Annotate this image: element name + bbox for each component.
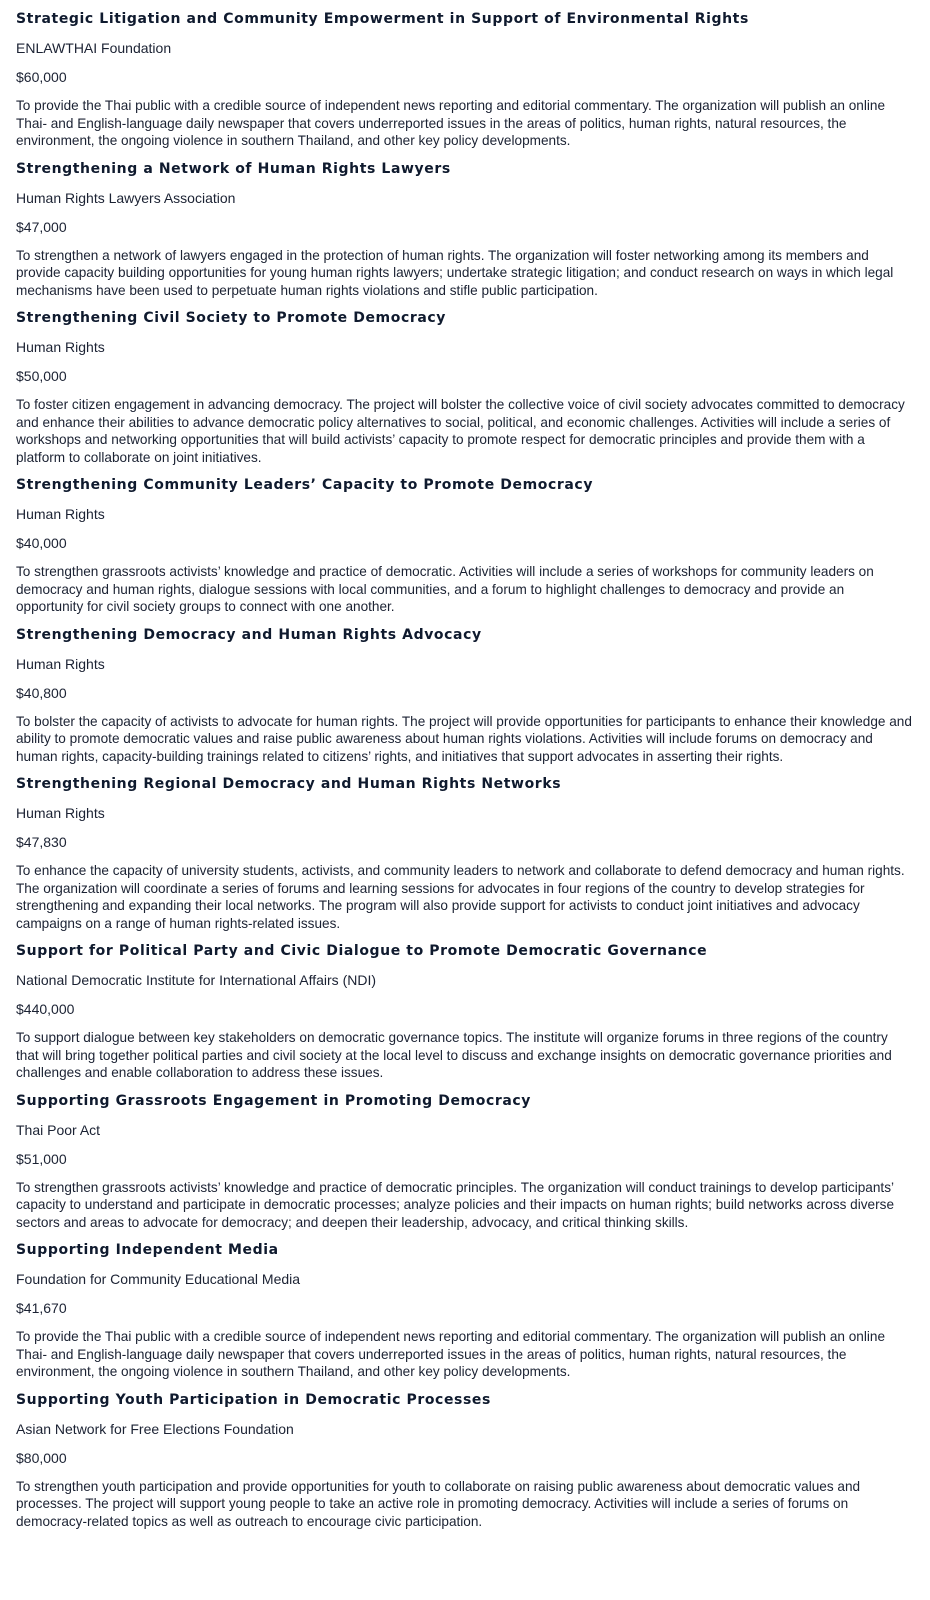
grant-title: Strengthening Civil Society to Promote Democracy	[16, 310, 447, 326]
grant-organization: Human Rights Lawyers Association	[16, 189, 236, 206]
grant-amount: $440,000	[16, 1001, 75, 1017]
grant-description: To provide the Thai public with a credible source of independent news reporting and editorial commentary. The organization will publish an online Thai- and English-language daily newspaper that covers underreported issues in the areas of politics, human rights, natural resources, the environment, the ongoing violence in southern Thailand, and other key policy developments.	[16, 1329, 886, 1379]
grant-entry	[16, 475, 914, 616]
grant-description: To strengthen a network of lawyers engaged in the protection of human rights. The organization will foster networking among its members and provide capacity building opportunities for young human rights lawyers; undertake strategic litigation; and conduct research on ways in which legal mechanisms have been used to perpetuate human rights violations and stifle public participation.	[16, 247, 894, 298]
grant-title: Supporting Independent Media	[16, 1242, 279, 1258]
grant-description: To bolster the capacity of activists to advocate for human rights. The project will provide opportunities for participants to enhance their knowledge and ability to promote democratic values and raise public awareness about human rights violations. Activities will include forums on democracy and human rights, capacity-building trainings related to citizens’ rights, and initiatives that support advocates in asserting their rights.	[16, 713, 912, 764]
grant-description: To strengthen grassroots activists’ knowledge and practice of democratic principles. The organization will conduct trainings to develop participants’ capacity to understand and participate in democratic processes; analyze policies and their impacts on human rights; build networks across diverse sectors and areas to advocate for democracy; and deepen their leadership, advocacy, and critical thinking skills.	[16, 1179, 895, 1230]
grant-entry	[16, 774, 914, 932]
grant-amount: $80,000	[16, 1449, 67, 1466]
grant-description: To strengthen grassroots activists’ knowledge and practice of democratic. Activities will include a series of workshops for community leaders on democracy and human rights, dialogue sessions with local communities, and a forum to highlight challenges to democracy and provide an opportunity for civil society groups to connect with one another.	[16, 564, 874, 614]
grant-title: Strengthening a Network of Human Rights Lawyers	[16, 160, 451, 177]
grant-description: To enhance the capacity of university students, activists, and community leaders to network and collaborate to defend democracy and human rights. The organization will coordinate a series of forums and learning sessions for advocates in four regions of the country to develop strategies for strengthening and expanding their local networks. The program will also provide support for activists to conduct joint initiatives and advocacy campaigns on a range of human rights-related issues.	[16, 863, 905, 931]
grant-organization: Human Rights	[16, 506, 105, 522]
grant-organization: Human Rights	[16, 339, 105, 355]
grant-title: Strengthening Community Leaders’ Capacity to Promote Democracy	[16, 477, 594, 493]
grant-title: Strategic Litigation and Community Empowerment in Support of Environmental Rights	[16, 11, 749, 27]
grant-entry	[16, 159, 914, 300]
grant-title: Supporting Youth Participation in Democratic Processes	[16, 1391, 491, 1408]
grant-organization: Asian Network for Free Elections Foundation	[16, 1420, 294, 1437]
grant-description: To foster citizen engagement in advancing democracy. The project will bolster the collective voice of civil society advocates committed to democracy and enhance their abilities to advance democratic policy alternatives to social, political, and economic challenges. Activities will include a series of workshops and networking opportunities that will build activists’ capacity to promote respect for democratic principles and provide them with a platform to collaborate on joint initiatives.	[16, 397, 905, 465]
grant-title: Supporting Grassroots Engagement in Promoting Democracy	[16, 1092, 532, 1109]
grant-entry	[16, 1240, 914, 1381]
grant-entry	[16, 9, 914, 150]
grant-entry	[16, 625, 914, 766]
grant-organization: Foundation for Community Educational Media	[16, 1271, 301, 1287]
grant-amount: $47,830	[16, 834, 67, 850]
grant-entry	[16, 941, 914, 1082]
grant-amount: $51,000	[16, 1150, 67, 1167]
grant-amount: $47,000	[16, 218, 67, 235]
grant-description: To provide the Thai public with a credible source of independent news reporting and editorial commentary. The organization will publish an online Thai- and English-language daily newspaper that covers underreported issues in the areas of politics, human rights, natural resources, the environment, the ongoing violence in southern Thailand, and other key policy developments.	[16, 98, 886, 148]
grant-organization: Human Rights	[16, 655, 105, 672]
grant-amount: $40,000	[16, 535, 67, 551]
grant-description: To support dialogue between key stakeholders on democratic governance topics. The institute will organize forums in three regions of the country that will bring together political parties and civil society at the local level to discuss and exchange insights on democratic governance priorities and challenges and enable collaboration to address these issues.	[16, 1030, 892, 1080]
grant-organization: National Democratic Institute for International Affairs (NDI)	[16, 972, 377, 988]
grant-amount: $50,000	[16, 368, 67, 384]
grant-amount: $60,000	[16, 69, 67, 85]
grant-amount: $40,800	[16, 684, 67, 701]
grant-organization: Thai Poor Act	[16, 1121, 101, 1138]
grant-description: To strengthen youth participation and provide opportunities for youth to collaborate on raising public awareness about democratic values and processes. The project will support young people to take an active role in promoting democracy. Activities will include a series of forums on democracy-related topics as well as outreach to encourage civic participation.	[16, 1478, 861, 1529]
grant-title: Support for Political Party and Civic Dialogue to Promote Democratic Governance	[16, 943, 708, 959]
grant-title: Strengthening Democracy and Human Rights Advocacy	[16, 626, 482, 643]
grant-organization: ENLAWTHAI Foundation	[16, 40, 172, 56]
grant-organization: Human Rights	[16, 805, 105, 821]
grant-entry	[16, 1390, 914, 1531]
grant-title: Strengthening Regional Democracy and Human Rights Networks	[16, 776, 562, 792]
grant-amount: $41,670	[16, 1300, 67, 1316]
grant-entry	[16, 1091, 914, 1232]
grant-entry	[16, 308, 914, 466]
